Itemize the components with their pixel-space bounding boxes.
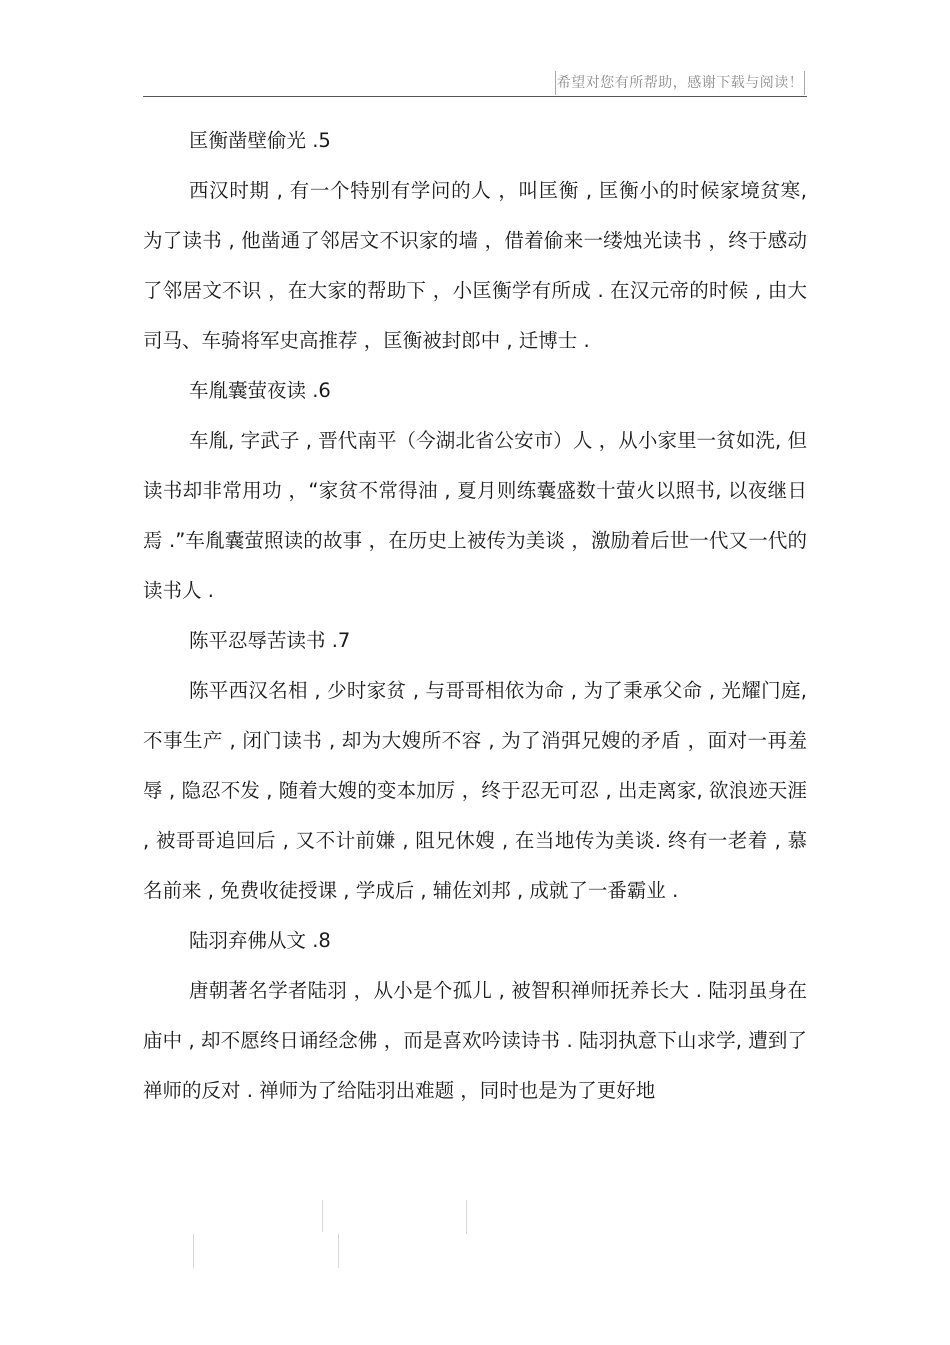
section-body-8: 唐朝著名学者陆羽 ，从小是个孤儿 , 被智积禅师抚养长大 . 陆羽虽身在庙中 , 却不愿终日诵经念佛 ，而是喜欢吟读诗书 . 陆羽执意下山求学, 遭到了禅师的反对 . 禅师为了给陆羽出难题 ，同时也是为了更好地 [143,979,807,1102]
scan-artifact-line [466,1200,467,1234]
section-body-7: 陈平西汉名相 , 少时家贫 , 与哥哥相依为命 , 为了秉承父命 , 光耀门庭, 不事生产 , 闭门读书 , 却为大嫂所不容 , 为了消弭兄嫂的矛盾 ，面对一再羞辱 , 隐忍不发 , 随着大嫂的变本加厉 ，终于忍无可忍 , 出走离家, 欲浪迹天涯 , 被哥哥追回后 , 又不计前嫌 , 阻兄休嫂 , 在当地传为美谈. 终有一老着 , 慕名前来 , 免费收徒授课 , 学成后 , 辅佐刘邦 , 成就了一番霸业 . [143,679,807,902]
document-body [143,116,807,1116]
header-note: 希望对您有所帮助，感谢下载与阅读！ [555,71,805,95]
section-title-6: 车胤囊萤夜读 .6 [189,379,331,402]
scan-artifact-line [338,1234,339,1268]
header-divider [143,96,807,97]
section-body-6: 车胤, 字武子 , 晋代南平（今湖北省公安市）人 ，从小家里一贫如洗, 但读书却非常用功 ，“家贫不常得油 , 夏月则练囊盛数十萤火以照书, 以夜继日焉 .”车胤囊萤照读的故事 ，在历史上被传为美谈 ，激励着后世一代又一代的读书人 . [143,429,807,602]
section-title-5: 匡衡凿壁偷光 .5 [189,129,331,152]
section-title-7: 陈平忍辱苦读书 .7 [189,629,351,652]
section-title-8: 陆羽弃佛从文 .8 [189,929,331,952]
section-body-5: 西汉时期 , 有一个特别有学问的人 ，叫匡衡 , 匡衡小的时候家境贫寒, 为了读书 , 他凿通了邻居文不识家的墙 ，借着偷来一缕烛光读书 ，终于感动了邻居文不识 ，在大家的帮助下 ，小匡衡学有所成 . 在汉元帝的时候 , 由大司马、车骑将军史高推荐 ，匡衡被封郎中 , 迁博士 . [143,179,807,352]
scan-artifact-line [193,1234,194,1268]
scan-artifact-line [322,1200,323,1232]
